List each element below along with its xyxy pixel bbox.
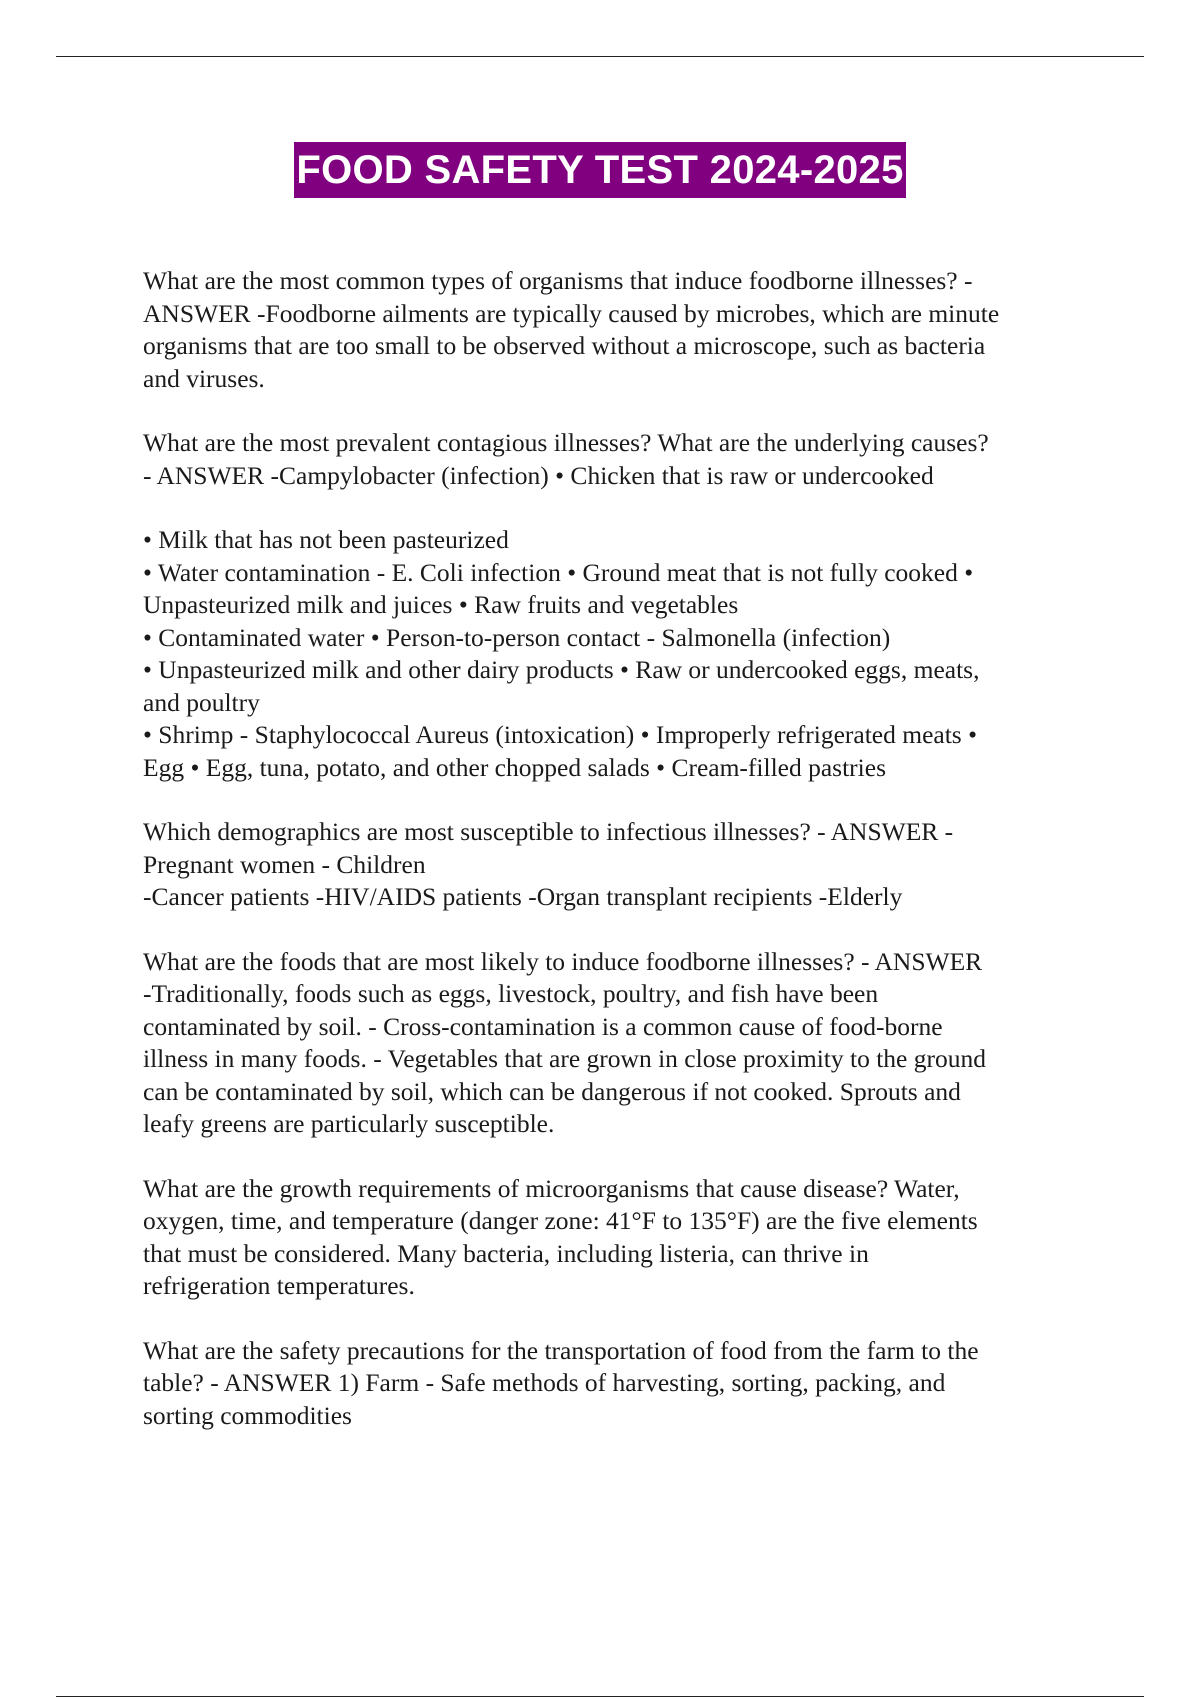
paragraph-line: contaminated by soil. - Cross-contamination is a common cause of food-borne: [143, 1011, 943, 1041]
qa-paragraph: [143, 524, 1103, 784]
paragraph-line: What are the safety precautions for the transportation of food from the farm to the: [143, 1335, 979, 1365]
qa-paragraph: [143, 816, 1103, 914]
paragraph-line: • Contaminated water • Person-to-person contact - Salmonella (infection): [143, 622, 891, 652]
bottom-rule: [56, 1696, 1144, 1697]
qa-paragraph: [143, 1173, 1103, 1303]
qa-paragraph: [143, 1335, 1103, 1433]
paragraph-line: • Water contamination - E. Coli infection • Ground meat that is not fully cooked •: [143, 557, 974, 587]
paragraph-line: oxygen, time, and temperature (danger zone: 41°F to 135°F) are the five elements: [143, 1206, 978, 1235]
paragraph-line: sorting commodities: [143, 1400, 352, 1430]
paragraph-line: • Shrimp - Staphylococcal Aureus (intoxication) • Improperly refrigerated meats •: [143, 720, 978, 749]
paragraph-line: leafy greens are particularly susceptible.: [143, 1109, 555, 1138]
paragraph-line: -Traditionally, foods such as eggs, livestock, poultry, and fish have been: [143, 979, 879, 1008]
paragraph-line: • Milk that has not been pasteurized: [143, 525, 509, 554]
paragraph-line: -Cancer patients -HIV/AIDS patients -Organ transplant recipients -Elderly: [143, 882, 903, 911]
paragraph-line: can be contaminated by soil, which can be dangerous if not cooked. Sprouts and: [143, 1076, 961, 1106]
paragraph-line: What are the most prevalent contagious illnesses? What are the underlying causes?: [143, 428, 989, 457]
paragraph-line: What are the most common types of organisms that induce foodborne illnesses? -: [143, 266, 973, 295]
paragraph-line: and poultry: [143, 687, 260, 717]
paragraph-line: illness in many foods. - Vegetables that are grown in close proximity to the ground: [143, 1044, 986, 1073]
paragraph-line: that must be considered. Many bacteria, including listeria, can thrive in: [143, 1238, 869, 1268]
top-rule: [56, 56, 1144, 57]
paragraph-line: Pregnant women - Children: [143, 849, 426, 879]
qa-paragraph: [143, 265, 1103, 395]
paragraph-line: ANSWER -Foodborne ailments are typically caused by microbes, which are minute: [143, 298, 1000, 328]
paragraph-line: Egg • Egg, tuna, potato, and other chopped salads • Cream-filled pastries: [143, 752, 886, 782]
paragraph-line: Unpasteurized milk and juices • Raw fruits and vegetables: [143, 590, 739, 619]
document-title: FOOD SAFETY TEST 2024-2025: [294, 142, 905, 198]
qa-paragraph: [143, 427, 1103, 492]
paragraph-line: and viruses.: [143, 363, 265, 393]
paragraph-line: - ANSWER -Campylobacter (infection) • Chicken that is raw or undercooked: [143, 460, 934, 490]
paragraph-line: What are the foods that are most likely to induce foodborne illnesses? - ANSWER: [143, 946, 983, 976]
paragraph-line: What are the growth requirements of microorganisms that cause disease? Water,: [143, 1173, 960, 1203]
document-body: [143, 265, 1103, 1464]
paragraph-line: Which demographics are most susceptible to infectious illnesses? - ANSWER -: [143, 817, 954, 846]
title-container: [0, 142, 1200, 198]
paragraph-line: • Unpasteurized milk and other dairy products • Raw or undercooked eggs, meats,: [143, 655, 980, 684]
paragraph-line: table? - ANSWER 1) Farm - Safe methods of harvesting, sorting, packing, and: [143, 1368, 946, 1397]
paragraph-line: organisms that are too small to be observed without a microscope, such as bacteria: [143, 331, 986, 360]
paragraph-line: refrigeration temperatures.: [143, 1271, 415, 1300]
qa-paragraph: [143, 946, 1103, 1141]
